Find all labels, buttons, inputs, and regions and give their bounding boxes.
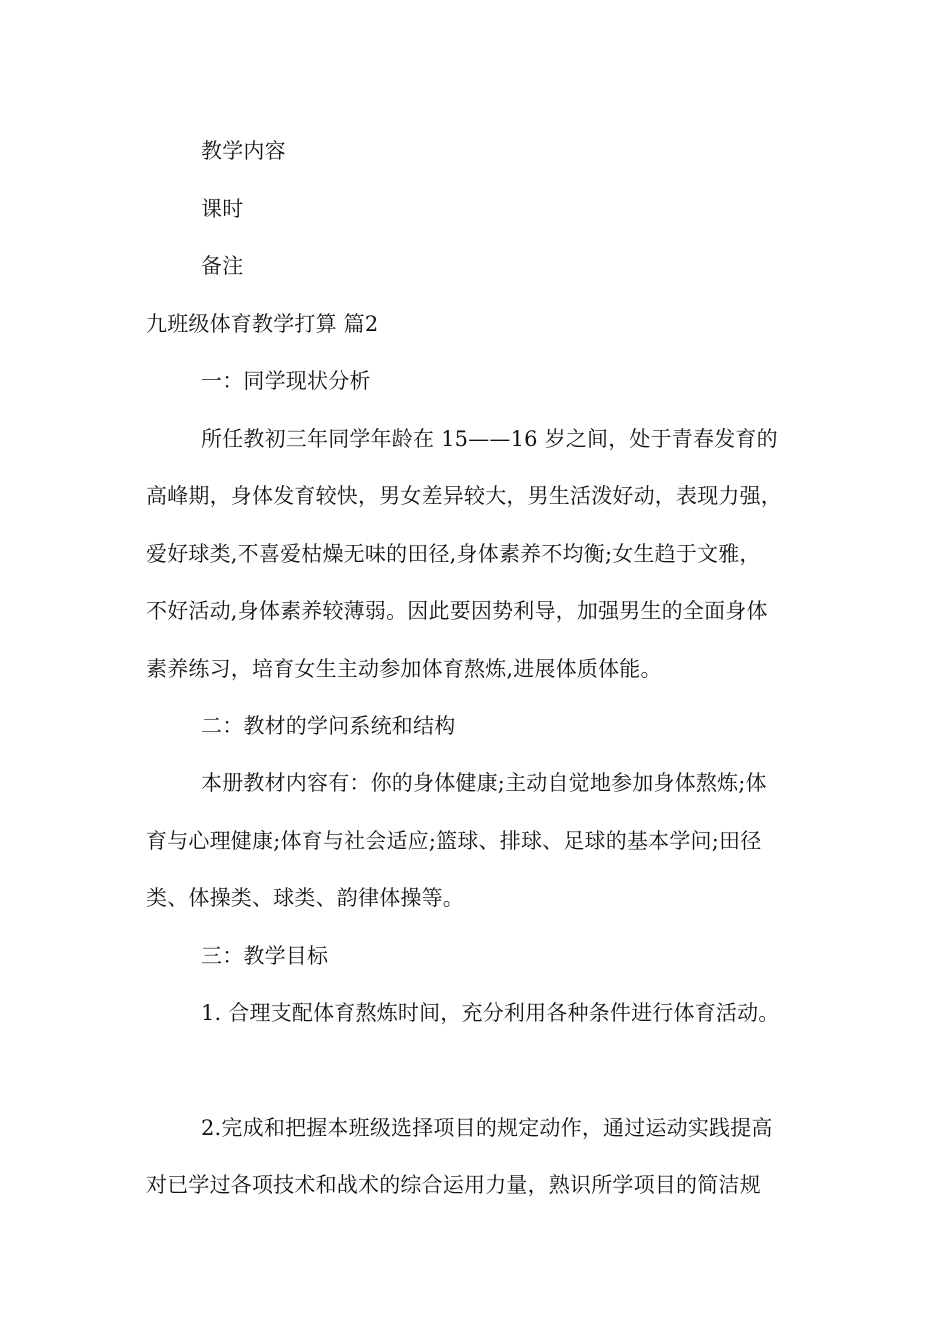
paragraph-line: 育与心理健康;体育与社会适应;篮球、排球、足球的基本学问;田径 <box>146 829 762 853</box>
text-line-remarks: 备注 <box>201 254 244 278</box>
paragraph-line: 对已学过各项技术和战术的综合运用力量，熟识所学项目的简洁规 <box>146 1173 761 1197</box>
paragraph-line: 类、体操类、球类、韵律体操等。 <box>146 886 464 910</box>
paragraph-line: 本册教材内容有：你的身体健康;主动自觉地参加身体熬炼;体 <box>201 771 767 795</box>
section-title: 九班级体育教学打算 篇2 <box>146 312 379 336</box>
paragraph-line: 素养练习，培育女生主动参加体育熬炼,进展体质体能。 <box>146 657 662 681</box>
heading-textbook-structure: 二：教材的学问系统和结构 <box>201 714 456 738</box>
heading-teaching-goals: 三：教学目标 <box>201 944 329 968</box>
text-line-class-hours: 课时 <box>201 197 244 221</box>
paragraph-line: 所任教初三年同学年龄在 15——16 岁之间，处于青春发育的 <box>201 427 778 451</box>
paragraph-line: 高峰期，身体发育较快，男女差异较大，男生活泼好动，表现力强， <box>146 484 782 508</box>
text-line-teaching-content: 教学内容 <box>201 139 286 163</box>
paragraph-line: 不好活动,身体素养较薄弱。因此要因势利导，加强男生的全面身体 <box>146 599 768 623</box>
goal-item-1: 1. 合理支配体育熬炼时间，充分利用各种条件进行体育活动。 <box>201 1001 780 1025</box>
heading-student-analysis: 一：同学现状分析 <box>201 369 371 393</box>
paragraph-line: 爱好球类,不喜爱枯燥无味的田径,身体素养不均衡;女生趋于文雅， <box>146 542 761 566</box>
goal-item-2: 2.完成和把握本班级选择项目的规定动作，通过运动实践提高 <box>201 1116 773 1140</box>
